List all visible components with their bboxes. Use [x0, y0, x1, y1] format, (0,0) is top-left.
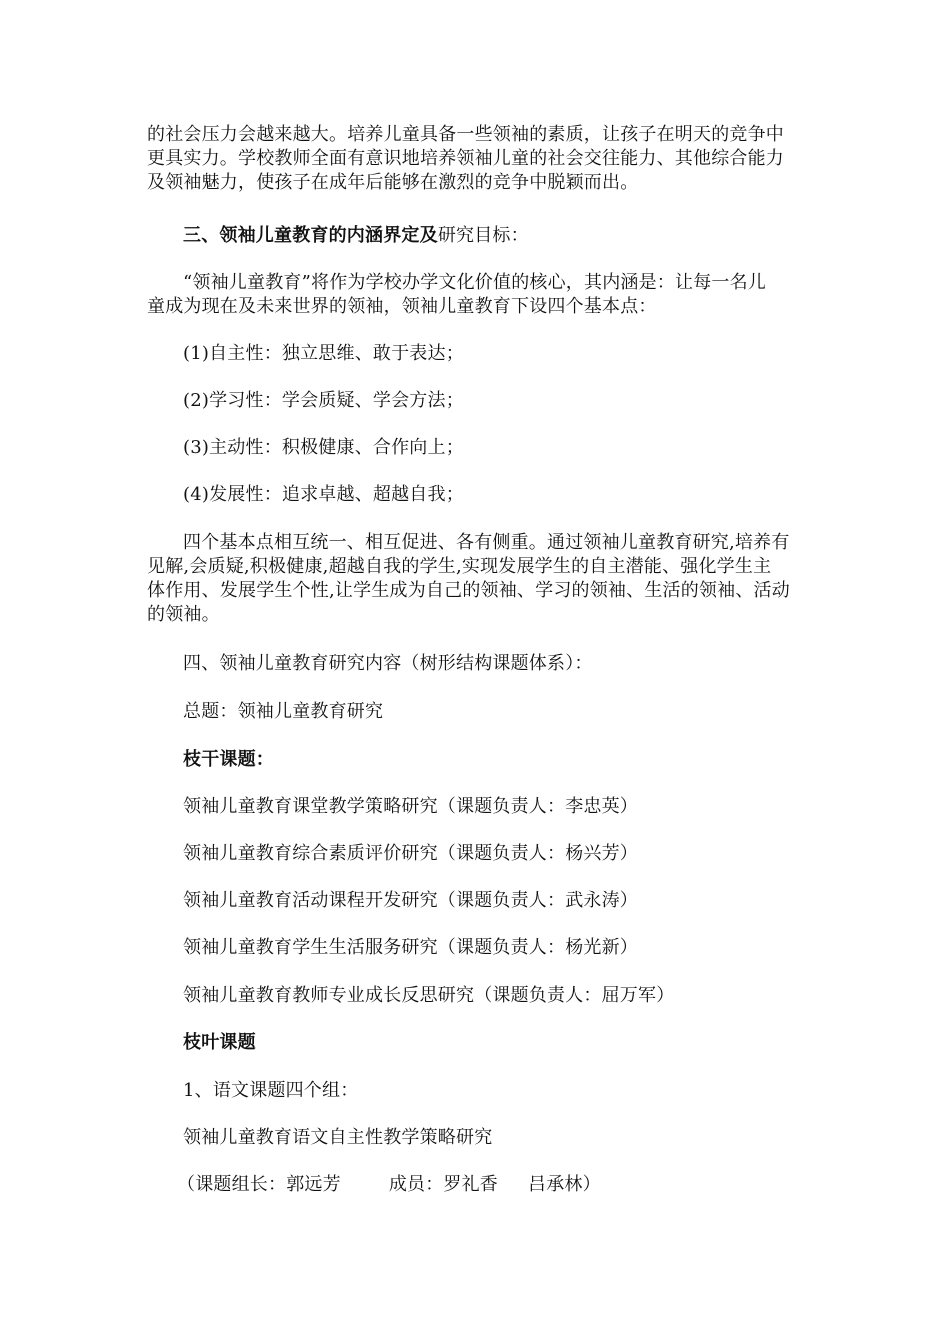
text-line: 体作用、发展学生个性,让学生成为自己的领袖、学习的领袖、生活的领袖、活动	[147, 580, 790, 601]
section-4-heading: 四、领袖儿童教育研究内容（树形结构课题体系）：	[183, 653, 593, 674]
branch-topic: 领袖儿童教育教师专业成长反思研究（课题负责人：屈万军）	[183, 985, 675, 1006]
leaf-topic-1: 领袖儿童教育语文自主性教学策略研究	[183, 1127, 493, 1148]
general-topic: 总题：领袖儿童教育研究	[183, 701, 384, 722]
point-4: (4)发展性：追求卓越、超越自我；	[183, 484, 464, 505]
section-3-heading-bold: 三、领袖儿童教育的内涵界定及	[183, 225, 438, 246]
connotation-paragraph	[147, 271, 812, 319]
summary-paragraph	[147, 531, 812, 627]
text-line: 更具实力。学校教师全面有意识地培养领袖儿童的社会交往能力、其他综合能力	[147, 148, 784, 169]
text-line: 童成为现在及未来世界的领袖，领袖儿童教育下设四个基本点：	[147, 296, 657, 317]
text-line: 见解,会质疑,积极健康,超越自我的学生,实现发展学生的自主潜能、强化学生主	[147, 556, 772, 577]
text-line: 及领袖魅力，使孩子在成年后能够在激烈的竞争中脱颖而出。	[147, 172, 639, 193]
leader-text: （课题组长：郭远芳	[177, 1174, 341, 1195]
leaf-heading: 枝叶课题	[183, 1032, 256, 1053]
text-line: 的领袖。	[147, 604, 220, 625]
point-1: (1)自主性：独立思维、敢于表达；	[183, 343, 464, 364]
members-label: 成员：罗礼香	[388, 1174, 499, 1195]
branch-topic: 领袖儿童教育课堂教学策略研究（课题负责人：李忠英）	[183, 796, 638, 817]
branch-topic: 领袖儿童教育学生生活服务研究（课题负责人：杨光新）	[183, 937, 638, 958]
leaf-members-1	[177, 1173, 842, 1197]
text-line: 的社会压力会越来越大。培养儿童具备一些领袖的素质，让孩子在明天的竞争中	[147, 124, 784, 145]
branch-heading: 枝干课题：	[183, 749, 274, 770]
leaf-group-1: 1、语文课题四个组：	[183, 1080, 359, 1101]
text-line: “领袖儿童教育”将作为学校办学文化价值的核心，其内涵是：让每一名儿	[183, 272, 767, 293]
section-3-heading	[183, 224, 848, 248]
section-3-heading-rest: 研究目标：	[437, 225, 529, 246]
member-2: 吕承林）	[528, 1174, 601, 1195]
point-2: (2)学习性：学会质疑、学会方法；	[183, 390, 464, 411]
intro-paragraph	[147, 123, 812, 195]
branch-topic: 领袖儿童教育综合素质评价研究（课题负责人：杨兴芳）	[183, 843, 638, 864]
branch-topic: 领袖儿童教育活动课程开发研究（课题负责人：武永涛）	[183, 890, 638, 911]
text-line: 四个基本点相互统一、相互促进、各有侧重。通过领袖儿童教育研究,培养有	[183, 532, 790, 553]
point-3: (3)主动性：积极健康、合作向上；	[183, 437, 464, 458]
